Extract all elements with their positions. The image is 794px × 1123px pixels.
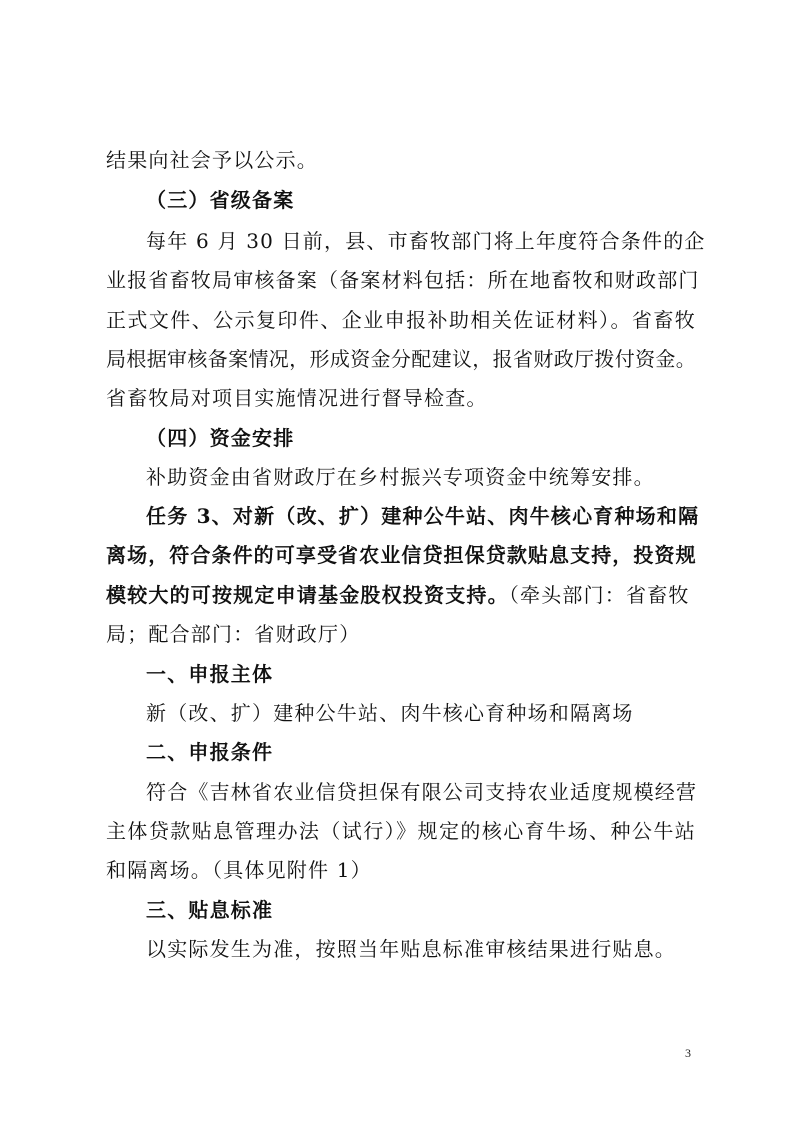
paragraph-line: 局根据审核备案情况，形成资金分配建议，报省财政厅拨付资金。 [106, 347, 696, 371]
paragraph-line: 省畜牧局对项目实施情况进行督导检查。 [106, 386, 488, 410]
paragraph-line: 局；配合部门：省财政厅） [106, 622, 361, 646]
task-3-heading-line: 任务 3、对新（改、扩）建种公牛站、肉牛核心育种场和隔 [146, 504, 700, 528]
section-heading-funding-arrangement: （四）资金安排 [146, 426, 295, 450]
section-heading-provincial-filing: （三）省级备案 [146, 188, 295, 212]
paragraph-line: 结果向社会予以公示。 [106, 148, 318, 172]
section-heading-applicant: 一、申报主体 [146, 662, 274, 686]
task-3-heading-mixed-line [106, 583, 696, 607]
paragraph-line: 符合《吉林省农业信贷担保有限公司支持农业适度规模经营 [146, 780, 698, 804]
paragraph-line: 业报省畜牧局审核备案（备案材料包括：所在地畜牧和财政部门 [106, 268, 700, 292]
task-3-heading-tail: 模较大的可按规定申请基金股权投资支持。 [106, 583, 509, 607]
paragraph-line: 主体贷款贴息管理办法（试行）》规定的核心育牛场、种公牛站 [106, 819, 696, 843]
task-3-heading-line: 离场，符合条件的可享受省农业信贷担保贷款贴息支持，投资规 [106, 543, 696, 567]
section-heading-conditions: 二、申报条件 [146, 740, 274, 764]
paragraph-line: 新（改、扩）建种公牛站、肉牛核心育种场和隔离场 [146, 701, 634, 725]
page-number: 3 [685, 1046, 691, 1060]
lead-department-note: （牵头部门：省畜牧 [508, 583, 690, 607]
paragraph-line: 和隔离场。（具体见附件 1） [106, 858, 372, 882]
paragraph-line: 每年 6 月 30 日前，县、市畜牧部门将上年度符合条件的企 [146, 229, 706, 253]
paragraph-line: 补助资金由省财政厅在乡村振兴专项资金中统筹安排。 [146, 465, 655, 489]
paragraph-line: 以实际发生为准，按照当年贴息标准审核结果进行贴息。 [146, 937, 676, 961]
paragraph-line: 正式文件、公示复印件、企业申报补助相关佐证材料）。省畜牧 [106, 308, 696, 332]
section-heading-interest-standard: 三、贴息标准 [146, 898, 274, 922]
